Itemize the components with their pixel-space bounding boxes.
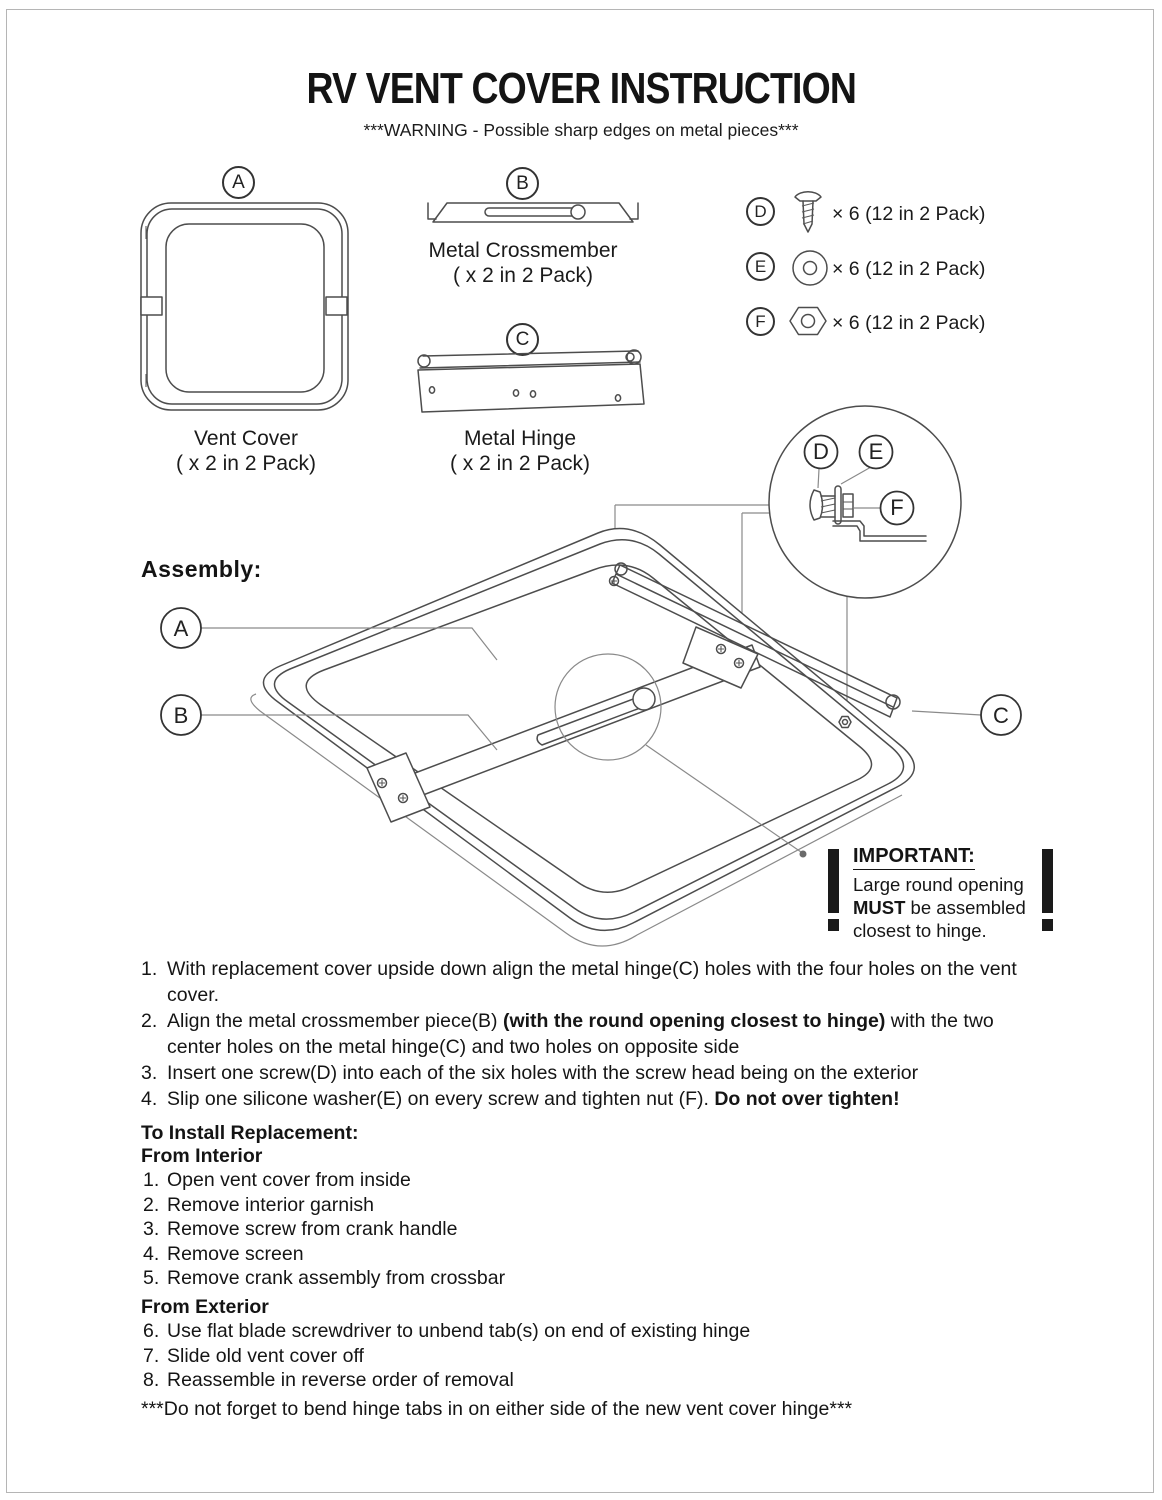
step-text: With replacement cover upside down align the metal hinge(C) holes with the four holes on the vent cover.: [167, 958, 1017, 1006]
part-c-name: Metal Hinge ( x 2 in 2 Pack): [449, 427, 591, 475]
page-title: RV VENT COVER INSTRUCTION: [306, 64, 856, 113]
exclamation-mark-right: [1042, 849, 1053, 931]
step-text: Remove interior garnish: [167, 1193, 375, 1216]
round-opening: [571, 205, 585, 219]
exclamation-mark-left: [828, 849, 839, 931]
step-number: 5.: [143, 1267, 160, 1290]
step-number: 4.: [143, 1242, 160, 1265]
interior-steps-list: [143, 1168, 1043, 1291]
part-b-name: Metal Crossmember ( x 2 in 2 Pack): [428, 239, 618, 287]
interior-step: [143, 1193, 1043, 1218]
step-text: Reassemble in reverse order of removal: [167, 1369, 514, 1392]
fastener-detail-circle: [769, 406, 961, 598]
vent-cover-drawing: [138, 194, 350, 414]
hardware-f-label: F: [746, 307, 775, 336]
vent-right-tab: [326, 297, 347, 315]
hardware-d-label: D: [746, 197, 775, 226]
step-number: 1.: [141, 958, 158, 980]
assembly-b-label: B: [173, 703, 189, 728]
step-number: 3.: [143, 1218, 160, 1241]
step-number: 7.: [143, 1344, 160, 1367]
step-text: Use flat blade screwdriver to unbend tab(s) on end of existing hinge: [167, 1320, 751, 1342]
interior-step: [143, 1168, 1043, 1193]
exterior-step: [143, 1344, 1043, 1369]
hardware-d-qty: × 6 (12 in 2 Pack): [832, 203, 986, 225]
detail-f-label: F: [890, 495, 904, 520]
assembly-step: [141, 1060, 1021, 1086]
hardware-e-label: E: [746, 252, 775, 281]
step-text: Slide old vent cover off: [167, 1344, 364, 1367]
step-text: Insert one screw(D) into each of the six holes with the screw head being on the exterior: [167, 1062, 919, 1084]
step-number: 6.: [143, 1320, 160, 1342]
step-number: 2.: [143, 1193, 160, 1216]
hardware-e-qty: × 6 (12 in 2 Pack): [832, 258, 986, 280]
exterior-step: [143, 1319, 1043, 1344]
assembly-step: [141, 1086, 1021, 1112]
step-number: 8.: [143, 1369, 160, 1392]
step-number: 4.: [141, 1088, 158, 1110]
step-text: Align the metal crossmember piece(B) (with the round opening closest to hinge) with the two center holes on the metal hinge(C) and two holes on opposite side: [167, 1010, 994, 1058]
from-interior-heading: From Interior: [141, 1145, 263, 1167]
warning-text: ***WARNING - Possible sharp edges on metal pieces***: [363, 120, 799, 140]
exterior-steps-list: [143, 1319, 1043, 1393]
interior-step: [143, 1266, 1043, 1291]
step-text: Remove screen: [167, 1242, 304, 1265]
step-text: Open vent cover from inside: [167, 1169, 411, 1191]
assembly-vent-cover: [251, 529, 914, 946]
assembly-steps-list: [141, 956, 1021, 1112]
assembly-round-opening: [633, 688, 655, 710]
screw-icon: [793, 188, 823, 234]
assembly-step: [141, 956, 1021, 1008]
assembly-a-label: A: [173, 616, 189, 641]
step-text: Slip one silicone washer(E) on every screw and tighten nut (F). Do not over tighten!: [167, 1088, 900, 1110]
interior-step: [143, 1217, 1043, 1242]
nut-icon: [789, 305, 827, 337]
crossmember-drawing: [422, 197, 644, 231]
part-a-name: Vent Cover ( x 2 in 2 Pack): [175, 427, 317, 475]
step-number: 1.: [143, 1169, 160, 1191]
detail-d-label: D: [813, 439, 829, 464]
washer-icon: [791, 249, 829, 287]
important-title: IMPORTANT:: [853, 845, 975, 870]
assembly-c-label: C: [993, 703, 1009, 728]
part-c-label: C: [506, 323, 539, 356]
part-b-label: B: [506, 167, 539, 200]
footer-note: ***Do not forget to bend hinge tabs in on either side of the new vent cover hinge***: [141, 1398, 853, 1420]
step-text: Remove crank assembly from crossbar: [167, 1267, 506, 1290]
vent-left-tab: [141, 297, 162, 315]
hardware-f-qty: × 6 (12 in 2 Pack): [832, 312, 986, 334]
install-heading: To Install Replacement:: [141, 1122, 359, 1144]
step-text: Remove screw from crank handle: [167, 1218, 458, 1241]
detail-e-label: E: [868, 439, 884, 464]
part-a-label: A: [222, 166, 255, 199]
step-number: 2.: [141, 1010, 158, 1032]
exterior-step: [143, 1368, 1043, 1393]
assembly-heading: Assembly:: [141, 556, 262, 582]
from-exterior-heading: From Exterior: [141, 1296, 269, 1318]
interior-step: [143, 1242, 1043, 1267]
important-note: IMPORTANT: Large round opening MUST be assembled closest to hinge.: [853, 845, 1026, 941]
assembly-step: [141, 1008, 1021, 1060]
step-number: 3.: [141, 1062, 158, 1084]
